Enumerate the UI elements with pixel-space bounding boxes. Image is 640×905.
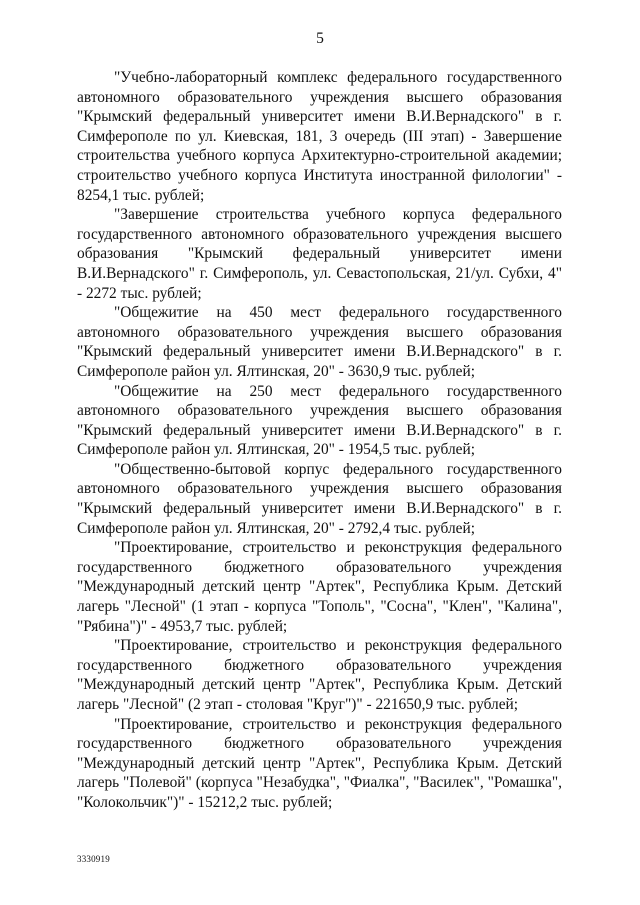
paragraph-5: "Общественно-бытовой корпус федерального государственного автономного образовательного учреждения высшего образования "Крымский федеральный университет имени В.И.Вернадского" в г. Симферополе район ул. Ялтинская, 20" - 2792,4 тыс. рублей; [77,460,562,537]
paragraph-1: "Учебно-лабораторный комплекс федерального государственного автономного образовательного учреждения высшего образования "Крымский федеральный университет имени В.И.Вернадского" в г. Симферополе по ул. Киевская, 181, 3 очередь (III этап) - Завершение строительства учебного корпуса Архитектурно-строительной академии; строительство учебного корпуса Института иностранной филологии" - 8254,1 тыс. рублей; [77,69,562,204]
paragraph-2: "Завершение строительства учебного корпуса федерального государственного автономного образовательного учреждения высшего образования "Крымский федеральный университет имени В.И.Вернадского" г. Симферополь, ул. Севастопольская, 21/ул. Субхи, 4" - 2272 тыс. рублей; [77,206,562,302]
paragraph-7: "Проектирование, строительство и реконструкция федерального государственного бюджетного образовательного учреждения "Международный детский центр "Артек", Республика Крым. Детский лагерь "Лесной" (2 этап - столовая "Круг")" - 221650,9 тыс. рублей; [77,637,562,713]
paragraph-8: "Проектирование, строительство и реконструкция федерального государственного бюджетного образовательного учреждения "Международный детский центр "Артек", Республика Крым. Детский лагерь "Полевой" (корпуса "Незабудка", "Фиалка", "Василек", "Ромашка", "Колокольчик")" - 15212,2 тыс. рублей; [77,715,562,811]
page-number: 5 [316,30,324,47]
paragraph-6: "Проектирование, строительство и реконструкция федерального государственного бюджетного образовательного учреждения "Международный детский центр "Артек", Республика Крым. Детский лагерь "Лесной" (1 этап - корпуса "Тополь", "Сосна", "Клен", "Калина", "Рябина")" - 4953,7 тыс. рублей; [77,539,562,635]
paragraph-4: "Общежитие на 250 мест федерального государственного автономного образовательного учреждения высшего образования "Крымский федеральный университет имени В.И.Вернадского" в г. Симферополе район ул. Ялтинская, 20" - 1954,5 тыс. рублей; [77,382,562,459]
document-id: 3330919 [77,854,110,864]
paragraph-3: "Общежитие на 450 мест федерального государственного автономного образовательного учреждения высшего образования "Крымский федеральный университет имени В.И.Вернадского" в г. Симферополе район ул. Ялтинская, 20" - 3630,9 тыс. рублей; [77,304,562,380]
document-body [77,68,562,813]
